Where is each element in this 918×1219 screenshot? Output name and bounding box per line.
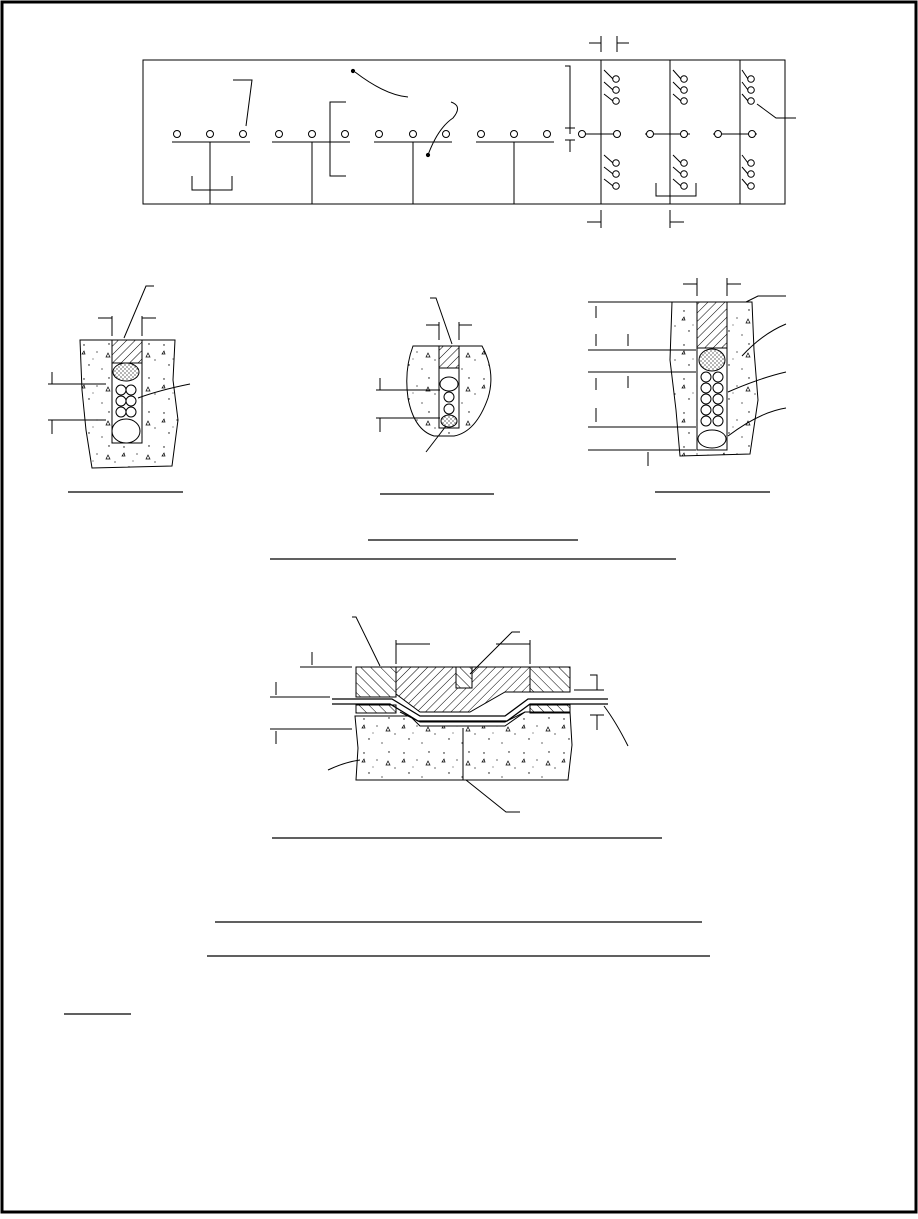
- sheet-border: [2, 2, 916, 1212]
- joint-detail-1: [48, 286, 190, 492]
- section-detail: [270, 617, 662, 838]
- joint-detail-3: [588, 278, 786, 492]
- joint-detail-2: [376, 298, 494, 494]
- joint-layout-plan: [143, 36, 796, 228]
- slab-outline: [143, 60, 785, 204]
